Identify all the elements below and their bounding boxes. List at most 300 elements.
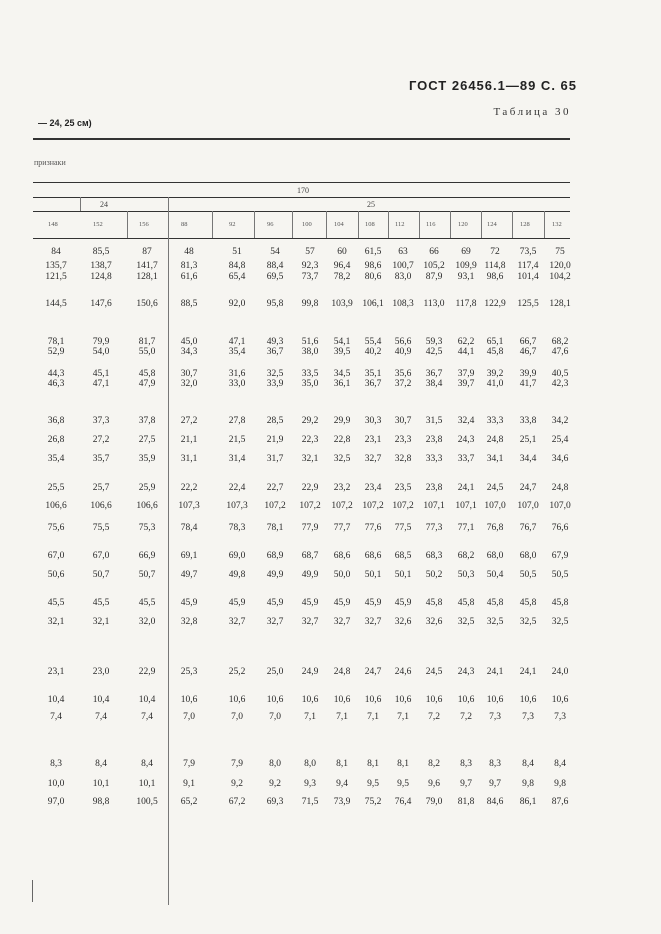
margin-mark: [32, 880, 33, 902]
table-cell: 39,7: [457, 379, 475, 389]
table-cell: 117,4: [517, 261, 539, 271]
table-cell: 8,0: [269, 759, 281, 769]
column-header: 148: [48, 221, 58, 228]
table-cell: 77,6: [364, 523, 382, 533]
header-divider-line: [450, 211, 451, 238]
table-cell: 7,4: [95, 712, 107, 722]
table-cell: 7,9: [231, 759, 243, 769]
table-cell: 24,0: [551, 667, 569, 677]
table-cell: 122,9: [484, 299, 506, 309]
table-cell: 68,0: [519, 551, 537, 561]
table-cell: 33,5: [301, 369, 319, 379]
table-cell: 69: [461, 247, 471, 257]
table-cell: 23,1: [364, 435, 382, 445]
table-cell: 33,7: [457, 454, 475, 464]
table-cell: 50,0: [333, 570, 351, 580]
table-cell: 77,9: [301, 523, 319, 533]
table-cell: 50,1: [394, 570, 412, 580]
table-cell: 107,2: [264, 501, 286, 511]
table-cell: 33,0: [228, 379, 246, 389]
table-cell: 45,9: [180, 598, 198, 608]
column-header: 156: [139, 221, 149, 228]
table-cell: 32,5: [266, 369, 284, 379]
table-cell: 8,0: [304, 759, 316, 769]
table-cell: 23,8: [425, 435, 443, 445]
table-cell: 124,8: [90, 272, 112, 282]
table-cell: 10,6: [180, 695, 198, 705]
table-cell: 101,4: [517, 272, 539, 282]
table-cell: 85,5: [92, 247, 110, 257]
table-cell: 113,0: [423, 299, 445, 309]
table-cell: 84,8: [228, 261, 246, 271]
table-cell: 22,8: [333, 435, 351, 445]
page-header: ГОСТ 26456.1—89 С. 65: [408, 78, 577, 93]
table-cell: 7,2: [428, 712, 440, 722]
table-cell: 87,9: [425, 272, 443, 282]
table-cell: 10,0: [47, 779, 65, 789]
table-cell: 25,5: [47, 483, 65, 493]
table-cell: 27,2: [92, 435, 110, 445]
table-cell: 25,4: [551, 435, 569, 445]
table-cell: 41,7: [519, 379, 537, 389]
table-number: Таблица 30: [493, 106, 571, 118]
table-cell: 32,8: [180, 617, 198, 627]
table-cell: 87: [142, 247, 152, 257]
table-cell: 45,5: [138, 598, 156, 608]
table-cell: 54,1: [333, 337, 351, 347]
table-cell: 36,7: [425, 369, 443, 379]
table-cell: 7,4: [141, 712, 153, 722]
top-rule: [33, 138, 570, 140]
table-cell: 39,2: [486, 369, 504, 379]
table-cell: 32,6: [394, 617, 412, 627]
table-cell: 100,5: [136, 797, 158, 807]
table-cell: 50,1: [364, 570, 382, 580]
table-cell: 109,9: [455, 261, 477, 271]
group-divider-line: [168, 238, 169, 905]
table-cell: 77,7: [333, 523, 351, 533]
table-cell: 25,3: [180, 667, 198, 677]
table-cell: 8,1: [397, 759, 409, 769]
table-cell: 32,7: [301, 617, 319, 627]
table-cell: 107,3: [178, 501, 200, 511]
table-cell: 9,7: [460, 779, 472, 789]
column-label: признаки: [34, 158, 66, 167]
table-cell: 98,6: [486, 272, 504, 282]
table-cell: 7,2: [460, 712, 472, 722]
table-cell: 35,9: [138, 454, 156, 464]
table-cell: 83,0: [394, 272, 412, 282]
table-cell: 23,4: [364, 483, 382, 493]
table-cell: 10,6: [364, 695, 382, 705]
table-cell: 120,0: [549, 261, 571, 271]
table-cell: 106,6: [45, 501, 67, 511]
table-cell: 21,1: [180, 435, 198, 445]
table-cell: 117,8: [455, 299, 477, 309]
table-cell: 105,2: [423, 261, 445, 271]
table-cell: 77,3: [425, 523, 443, 533]
table-cell: 78,3: [228, 523, 246, 533]
table-cell: 57: [305, 247, 315, 257]
column-header: 116: [426, 221, 436, 228]
table-cell: 8,4: [554, 759, 566, 769]
table-cell: 49,3: [266, 337, 284, 347]
table-cell: 27,5: [138, 435, 156, 445]
table-cell: 65,1: [486, 337, 504, 347]
table-cell: 37,9: [457, 369, 475, 379]
table-cell: 44,1: [457, 347, 475, 357]
table-cell: 24,8: [333, 667, 351, 677]
table-cell: 107,0: [549, 501, 571, 511]
table-cell: 45,5: [47, 598, 65, 608]
group-rule: [33, 182, 570, 183]
table-cell: 54: [270, 247, 280, 257]
table-cell: 45,9: [394, 598, 412, 608]
table-cell: 37,3: [92, 416, 110, 426]
table-cell: 50,3: [457, 570, 475, 580]
table-cell: 45,8: [519, 598, 537, 608]
table-cell: 128,1: [549, 299, 571, 309]
table-cell: 87,6: [551, 797, 569, 807]
table-cell: 78,2: [333, 272, 351, 282]
table-cell: 78,1: [47, 337, 65, 347]
table-cell: 23,0: [92, 667, 110, 677]
table-cell: 32,7: [228, 617, 246, 627]
table-cell: 76,8: [486, 523, 504, 533]
table-cell: 107,0: [517, 501, 539, 511]
table-cell: 92,3: [301, 261, 319, 271]
table-cell: 79,0: [425, 797, 443, 807]
table-cell: 84: [51, 247, 61, 257]
table-cell: 68,5: [394, 551, 412, 561]
table-cell: 47,6: [551, 347, 569, 357]
table-cell: 9,2: [269, 779, 281, 789]
header-divider-line: [292, 211, 293, 238]
table-cell: 73,5: [519, 247, 537, 257]
table-cell: 31,1: [180, 454, 198, 464]
table-cell: 107,2: [331, 501, 353, 511]
table-cell: 24,5: [425, 667, 443, 677]
table-cell: 65,2: [180, 797, 198, 807]
table-cell: 69,1: [180, 551, 198, 561]
table-cell: 9,1: [183, 779, 195, 789]
table-cell: 73,7: [301, 272, 319, 282]
table-cell: 41,0: [486, 379, 504, 389]
table-cell: 48: [184, 247, 194, 257]
table-cell: 10,6: [333, 695, 351, 705]
table-cell: 50,7: [138, 570, 156, 580]
table-cell: 106,6: [90, 501, 112, 511]
table-cell: 49,9: [266, 570, 284, 580]
table-cell: 22,3: [301, 435, 319, 445]
table-cell: 36,1: [333, 379, 351, 389]
table-cell: 31,6: [228, 369, 246, 379]
table-cell: 35,4: [228, 347, 246, 357]
table-cell: 24,3: [457, 435, 475, 445]
table-cell: 36,7: [266, 347, 284, 357]
table-cell: 24,3: [457, 667, 475, 677]
table-cell: 86,1: [519, 797, 537, 807]
table-cell: 100,7: [392, 261, 414, 271]
header-divider-line: [168, 197, 169, 238]
table-cell: 44,3: [47, 369, 65, 379]
table-cell: 23,5: [394, 483, 412, 493]
table-cell: 32,8: [394, 454, 412, 464]
column-header: 96: [267, 221, 274, 228]
subgroup-heading-25: 25: [367, 200, 375, 209]
table-cell: 76,4: [394, 797, 412, 807]
table-cell: 10,6: [425, 695, 443, 705]
table-cell: 9,6: [428, 779, 440, 789]
table-cell: 33,9: [266, 379, 284, 389]
table-cell: 45,5: [92, 598, 110, 608]
table-cell: 75: [555, 247, 565, 257]
table-cell: 47,1: [228, 337, 246, 347]
table-cell: 30,3: [364, 416, 382, 426]
table-cell: 24,1: [457, 483, 475, 493]
table-cell: 24,1: [486, 667, 504, 677]
table-cell: 81,3: [180, 261, 198, 271]
table-cell: 8,4: [141, 759, 153, 769]
table-cell: 107,2: [299, 501, 321, 511]
table-cell: 23,1: [47, 667, 65, 677]
table-cell: 10,6: [519, 695, 537, 705]
table-cell: 26,8: [47, 435, 65, 445]
table-cell: 50,2: [425, 570, 443, 580]
table-cell: 88,5: [180, 299, 198, 309]
table-cell: 49,9: [301, 570, 319, 580]
table-cell: 62,2: [457, 337, 475, 347]
table-cell: 7,0: [183, 712, 195, 722]
table-cell: 33,3: [425, 454, 443, 464]
table-cell: 128,1: [136, 272, 158, 282]
table-cell: 50,6: [47, 570, 65, 580]
table-cell: 25,1: [519, 435, 537, 445]
table-cell: 32,5: [551, 617, 569, 627]
table-cell: 45,8: [138, 369, 156, 379]
table-cell: 45,0: [180, 337, 198, 347]
table-cell: 68,2: [551, 337, 569, 347]
table-cell: 8,4: [522, 759, 534, 769]
table-cell: 72: [490, 247, 500, 257]
table-cell: 42,5: [425, 347, 443, 357]
table-cell: 45,9: [364, 598, 382, 608]
table-cell: 34,4: [519, 454, 537, 464]
table-cell: 79,9: [92, 337, 110, 347]
table-cell: 8,3: [50, 759, 62, 769]
table-cell: 32,1: [301, 454, 319, 464]
table-cell: 34,1: [486, 454, 504, 464]
column-header: 124: [487, 221, 497, 228]
table-cell: 32,5: [457, 617, 475, 627]
table-cell: 10,6: [394, 695, 412, 705]
table-cell: 141,7: [136, 261, 158, 271]
table-cell: 45,8: [425, 598, 443, 608]
table-cell: 51: [232, 247, 242, 257]
table-cell: 10,1: [92, 779, 110, 789]
table-cell: 32,0: [138, 617, 156, 627]
table-cell: 10,6: [457, 695, 475, 705]
header-divider-line: [419, 211, 420, 238]
table-cell: 31,5: [425, 416, 443, 426]
table-cell: 68,6: [333, 551, 351, 561]
table-cell: 35,1: [364, 369, 382, 379]
table-cell: 69,3: [266, 797, 284, 807]
table-cell: 9,8: [554, 779, 566, 789]
column-header: 88: [181, 221, 188, 228]
table-cell: 68,0: [486, 551, 504, 561]
table-cell: 35,6: [394, 369, 412, 379]
table-cell: 24,6: [394, 667, 412, 677]
table-cell: 68,9: [266, 551, 284, 561]
table-cell: 7,3: [522, 712, 534, 722]
header-divider-line: [512, 211, 513, 238]
table-cell: 34,6: [551, 454, 569, 464]
table-cell: 25,0: [266, 667, 284, 677]
table-cell: 10,6: [486, 695, 504, 705]
table-cell: 27,8: [228, 416, 246, 426]
header-rule: [33, 211, 570, 212]
table-cell: 8,1: [336, 759, 348, 769]
header-divider-line: [127, 211, 128, 238]
header-divider-line: [544, 211, 545, 238]
table-cell: 107,2: [392, 501, 414, 511]
table-cell: 46,7: [519, 347, 537, 357]
table-cell: 47,1: [92, 379, 110, 389]
table-cell: 68,3: [425, 551, 443, 561]
table-cell: 45,9: [301, 598, 319, 608]
table-cell: 37,2: [394, 379, 412, 389]
table-cell: 10,1: [138, 779, 156, 789]
table-cell: 9,3: [304, 779, 316, 789]
table-cell: 50,5: [519, 570, 537, 580]
table-cell: 9,5: [397, 779, 409, 789]
table-cell: 45,8: [551, 598, 569, 608]
header-divider-line: [481, 211, 482, 238]
table-cell: 34,2: [551, 416, 569, 426]
table-cell: 84,6: [486, 797, 504, 807]
table-cell: 99,8: [301, 299, 319, 309]
table-cell: 106,1: [362, 299, 384, 309]
table-cell: 24,7: [364, 667, 382, 677]
table-cell: 7,4: [50, 712, 62, 722]
table-cell: 76,6: [551, 523, 569, 533]
column-header: 128: [520, 221, 530, 228]
table-cell: 32,4: [457, 416, 475, 426]
table-cell: 8,3: [460, 759, 472, 769]
table-cell: 61,5: [364, 247, 382, 257]
table-cell: 45,8: [486, 598, 504, 608]
table-cell: 7,0: [269, 712, 281, 722]
table-cell: 37,8: [138, 416, 156, 426]
table-cell: 42,3: [551, 379, 569, 389]
table-cell: 24,8: [486, 435, 504, 445]
table-cell: 25,9: [138, 483, 156, 493]
table-cell: 32,5: [333, 454, 351, 464]
table-cell: 10,4: [47, 695, 65, 705]
table-cell: 9,4: [336, 779, 348, 789]
table-cell: 76,7: [519, 523, 537, 533]
table-cell: 28,5: [266, 416, 284, 426]
table-cell: 75,2: [364, 797, 382, 807]
table-cell: 81,7: [138, 337, 156, 347]
table-cell: 32,1: [92, 617, 110, 627]
table-cell: 150,6: [136, 299, 158, 309]
table-cell: 33,3: [486, 416, 504, 426]
table-cell: 50,5: [551, 570, 569, 580]
table-cell: 77,1: [457, 523, 475, 533]
table-cell: 54,0: [92, 347, 110, 357]
table-cell: 107,3: [226, 501, 248, 511]
table-cell: 55,4: [364, 337, 382, 347]
table-cell: 60: [337, 247, 347, 257]
table-cell: 34,5: [333, 369, 351, 379]
table-cell: 77,5: [394, 523, 412, 533]
table-cell: 69,0: [228, 551, 246, 561]
table-cell: 75,6: [47, 523, 65, 533]
table-cell: 75,5: [92, 523, 110, 533]
table-cell: 32,7: [364, 454, 382, 464]
table-cell: 32,5: [486, 617, 504, 627]
table-cell: 40,5: [551, 369, 569, 379]
subgroup-rule: [33, 197, 570, 198]
table-cell: 45,8: [486, 347, 504, 357]
table-cell: 88,4: [266, 261, 284, 271]
table-cell: 7,1: [367, 712, 379, 722]
table-cell: 51,6: [301, 337, 319, 347]
table-cell: 65,4: [228, 272, 246, 282]
column-header: 100: [302, 221, 312, 228]
table-cell: 32,7: [364, 617, 382, 627]
table-cell: 10,6: [228, 695, 246, 705]
table-cell: 40,9: [394, 347, 412, 357]
table-cell: 125,5: [517, 299, 539, 309]
table-cell: 135,7: [45, 261, 67, 271]
table-cell: 45,1: [92, 369, 110, 379]
table-cell: 97,0: [47, 797, 65, 807]
table-cell: 56,6: [394, 337, 412, 347]
table-subtitle: — 24, 25 см): [38, 118, 92, 128]
header-divider-line: [326, 211, 327, 238]
table-cell: 39,9: [519, 369, 537, 379]
table-cell: 108,3: [392, 299, 414, 309]
table-cell: 39,5: [333, 347, 351, 357]
table-cell: 7,1: [397, 712, 409, 722]
table-cell: 46,3: [47, 379, 65, 389]
table-cell: 9,2: [231, 779, 243, 789]
table-cell: 34,3: [180, 347, 198, 357]
table-cell: 10,6: [301, 695, 319, 705]
table-cell: 10,4: [138, 695, 156, 705]
table-cell: 147,6: [90, 299, 112, 309]
table-cell: 69,5: [266, 272, 284, 282]
table-cell: 32,5: [519, 617, 537, 627]
table-cell: 33,8: [519, 416, 537, 426]
table-cell: 25,2: [228, 667, 246, 677]
table-cell: 80,6: [364, 272, 382, 282]
table-cell: 107,0: [484, 501, 506, 511]
table-cell: 8,3: [489, 759, 501, 769]
table-cell: 61,6: [180, 272, 198, 282]
table-cell: 8,1: [367, 759, 379, 769]
column-header: 120: [458, 221, 468, 228]
table-cell: 8,2: [428, 759, 440, 769]
table-cell: 73,9: [333, 797, 351, 807]
table-cell: 31,7: [266, 454, 284, 464]
table-cell: 78,4: [180, 523, 198, 533]
header-divider-line: [358, 211, 359, 238]
table-cell: 55,0: [138, 347, 156, 357]
